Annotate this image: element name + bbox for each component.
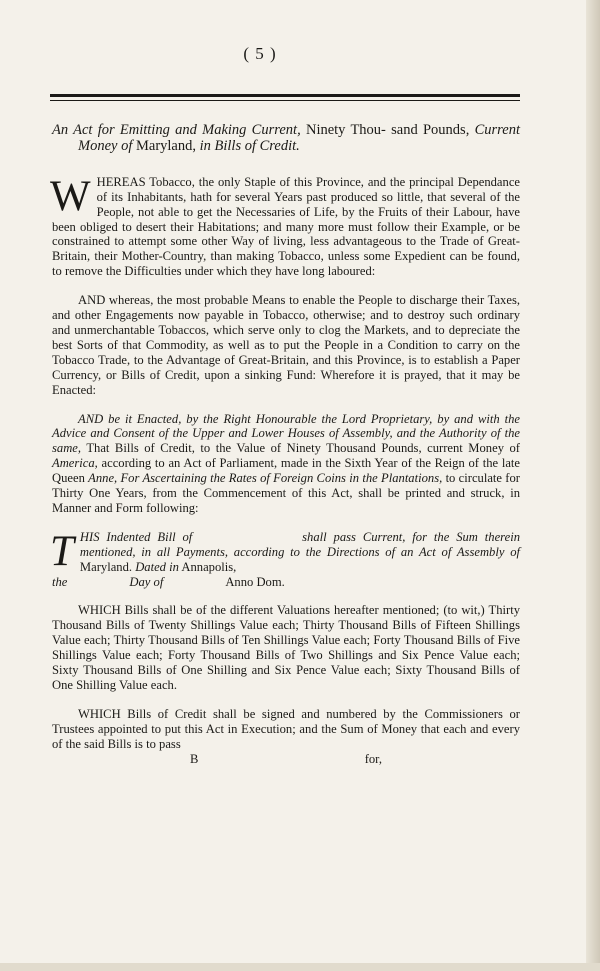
header-rule-thick (50, 94, 520, 97)
bill-text: Dated in (135, 559, 179, 574)
paragraph-text: to circulate for Thirty One Years, from the Commencement of this Act, shall be printed and struck, in Manner and Form following: (52, 471, 520, 515)
catchword: for, (364, 751, 383, 766)
bill-text: shall pass Current, for the Sum therein mentioned, in all Payments, according to the Directions of an Act of Assembly of (79, 529, 521, 559)
header-rule-thin (50, 100, 520, 101)
text-body (52, 122, 520, 767)
paragraph-text: Anne, For Ascertaining the Rates of Foreign Coins in the Plantations, (88, 471, 443, 486)
signature-line (52, 752, 520, 767)
bill-text: Annapolis, (178, 559, 237, 574)
paragraph-which-credit: WHICH Bills of Credit shall be signed and numbered by the Commissioners or Trustees appointed to put this Act in Execution; and the Sum of Money that each and every of the said Bills is to pass (52, 706, 520, 751)
title-part: in Bills of Credit. (199, 138, 300, 155)
page-number: ( 5 ) (243, 44, 277, 63)
bill-text: HIS Indented Bill of (79, 529, 193, 544)
paragraph-text: That Bills of Credit, to the Value of Ninety Thousand Pounds, current Money of (81, 441, 520, 456)
title-part: An Act for Emitting and Making Current, (52, 122, 301, 138)
act-title (52, 122, 520, 155)
title-part: Maryland, (132, 138, 200, 155)
paragraph-whereas (50, 172, 520, 279)
paragraph-text: according to an Act of Parliament, made in the Sixth Year of the Reign of the late Queen (52, 456, 520, 486)
page-edge (586, 0, 600, 971)
paragraph-text: HEREAS Tobacco, the only Staple of this Province, and the principal Dependance of its Inhabitants, hath for several Years past produced so little, that several of the People, not able to get the Necessaries of Life, by the Fruits of their Labour, have been obliged to desert their Habitations; and many more must follow their Example, or be constrained to attempt some other Way of living, less advantageous to the Trade of Great-Britain, their Mother-Country, than making Tobacco, unless some Expedient can be found, to remove the Difficulties under which they have long laboured: (52, 174, 520, 279)
bill-text: the (52, 574, 68, 589)
title-part: Ninety Thou- sand Pounds, (300, 122, 475, 138)
drop-cap: T (50, 527, 74, 575)
paragraph-and-whereas: AND whereas, the most probable Means to enable the People to discharge their Taxes, and other Engagements now payable in Tobacco, otherwise; and to destroy such ordinary and unmerchantable Tobaccos, which serve only to clog the Markets, and to depreciate the best Sorts of that Commodity, as well as to put the People in a Condition to carry on the Tobacco Trade, to the Advantage of Great-Britain, and this Province, is to establish a Paper Currency, or Bills of Credit, upon a sinking Fund: Wherefore it is prayed, that it may be Enacted: (52, 293, 520, 397)
signature-mark: B (189, 751, 199, 766)
drop-cap: W (50, 172, 91, 220)
bill-text: Maryland. (79, 559, 136, 574)
paragraph-enactment (52, 412, 520, 516)
paragraph-which-bills: WHICH Bills shall be of the different Valuations hereafter mentioned; (to wit,) Thirty Thousand Bills of Twenty Shillings Value each; Thirty Thousand Bills of Fifteen Shillings Value each; Thirty Thousand Bills of Ten Shillings Value each; Forty Thousand Bills of Five Shillings Value each; Forty Thousand Bills of Two Shillings and Six Pence Value each; Sixty Thousand Bills of One Shilling and Six Pence Value each; Sixty Thousand Bills of One Shilling Value each. (52, 603, 520, 692)
bill-text: Day of (129, 574, 164, 589)
enactment-clause: AND be it Enacted, by the Right Honourable the Lord Proprietary, by and with the Advice and Consent of the Upper and Lower Houses of Assembly, and the Authority of the same, (52, 411, 520, 456)
title-part: Current Money of (78, 122, 520, 155)
bill-text: Anno Dom. (225, 574, 285, 589)
page-bottom (0, 963, 600, 971)
bill-form (50, 527, 521, 590)
paragraph-text: America, (52, 456, 98, 471)
